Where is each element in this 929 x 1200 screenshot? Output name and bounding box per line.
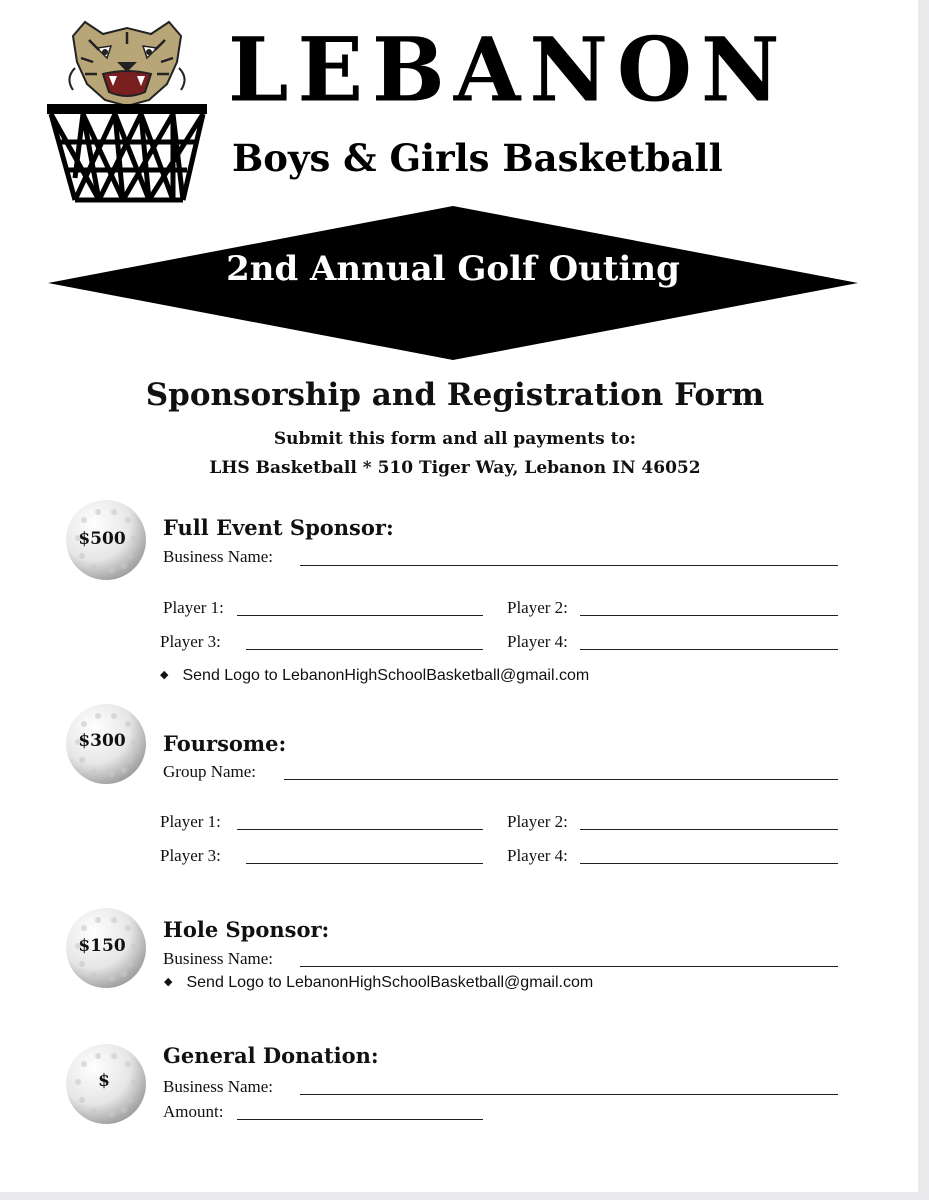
business-name-field[interactable] — [300, 565, 838, 566]
price-foursome: $300 — [78, 731, 126, 751]
player-2-label: Player 2: — [507, 598, 568, 617]
business-name-label: Business Name: — [163, 547, 274, 566]
player-4-field[interactable] — [580, 649, 838, 650]
logo-instructions — [164, 975, 593, 991]
player-1-label: Player 1: — [160, 812, 221, 831]
tiger-basketball-hoop-icon — [45, 18, 210, 208]
section-title-donation: General Donation: — [163, 1043, 379, 1068]
form-title: Sponsorship and Registration Form — [145, 377, 765, 413]
submit-instructions: Submit this form and all payments to: — [273, 429, 637, 449]
mailing-address: LHS Basketball * 510 Tiger Way, Lebanon IN 46052 — [209, 458, 701, 478]
player-2-field[interactable] — [580, 829, 838, 830]
player-3-field[interactable] — [246, 863, 483, 864]
school-title: LEBANON — [228, 18, 789, 123]
player-4-field[interactable] — [580, 863, 838, 864]
business-name-label: Business Name: — [163, 949, 274, 968]
player-1-label: Player 1: — [163, 598, 224, 617]
amount-label: Amount: — [163, 1102, 224, 1121]
player-3-label: Player 3: — [160, 846, 221, 865]
program-subtitle: Boys & Girls Basketball — [232, 136, 723, 180]
business-name-label: Business Name: — [163, 1077, 274, 1096]
price-donation: $ — [98, 1071, 110, 1091]
section-title-foursome: Foursome: — [163, 731, 287, 756]
price-full-event: $500 — [78, 529, 126, 549]
section-title-full-event: Full Event Sponsor: — [163, 515, 394, 540]
logo-instructions — [160, 668, 589, 684]
player-1-field[interactable] — [237, 615, 483, 616]
business-name-field[interactable] — [300, 1094, 838, 1095]
group-name-label: Group Name: — [163, 762, 257, 781]
logo-email-note: Send Logo to LebanonHighSchoolBasketball@gmail.com — [182, 667, 590, 684]
price-hole-sponsor: $150 — [78, 936, 126, 956]
group-name-field[interactable] — [284, 779, 838, 780]
logo-email-note: Send Logo to LebanonHighSchoolBasketball@gmail.com — [186, 974, 594, 991]
player-4-label: Player 4: — [507, 846, 568, 865]
business-name-field[interactable] — [300, 966, 838, 967]
amount-field[interactable] — [237, 1119, 483, 1120]
player-3-field[interactable] — [246, 649, 483, 650]
player-3-label: Player 3: — [160, 632, 221, 651]
player-1-field[interactable] — [237, 829, 483, 830]
player-2-label: Player 2: — [507, 812, 568, 831]
diamond-bullet-icon: ◆ — [164, 976, 173, 988]
section-title-hole-sponsor: Hole Sponsor: — [163, 917, 330, 942]
player-2-field[interactable] — [580, 615, 838, 616]
player-4-label: Player 4: — [507, 632, 568, 651]
event-banner-title: 2nd Annual Golf Outing — [226, 249, 680, 289]
diamond-bullet-icon: ◆ — [160, 669, 169, 681]
